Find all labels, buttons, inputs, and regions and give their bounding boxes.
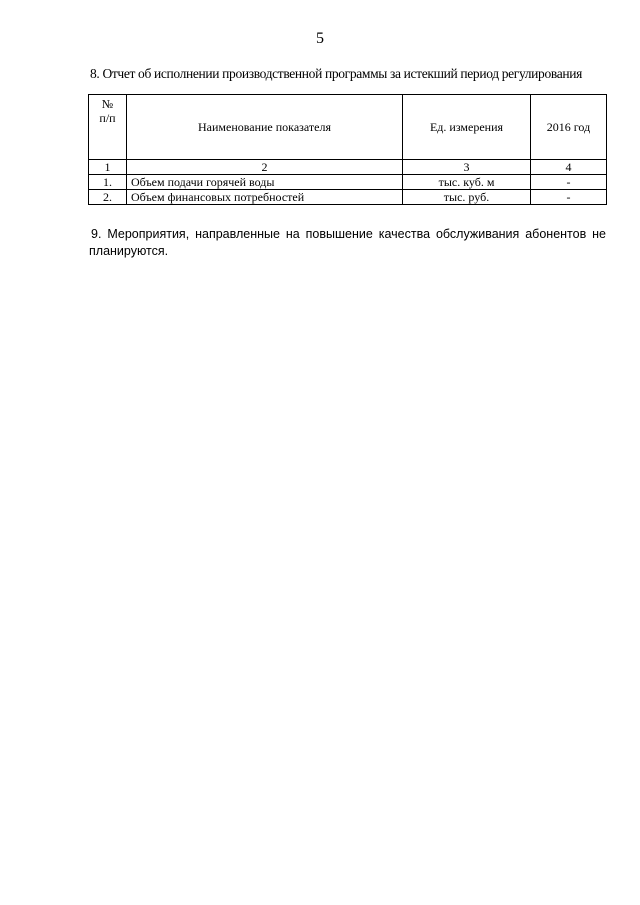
- row-value: -: [531, 175, 607, 190]
- row-value: -: [531, 190, 607, 205]
- header-indicator-name: Наименование показателя: [127, 95, 403, 160]
- section-title: 8. Отчет об исполнении производственной программы за истекший период регулирования: [90, 66, 582, 81]
- row-unit: тыс. руб.: [403, 190, 531, 205]
- page-number: 5: [316, 30, 324, 47]
- table-row: [89, 190, 607, 205]
- index-cell: 1: [89, 160, 127, 175]
- row-unit: тыс. куб. м: [403, 175, 531, 190]
- report-table: [88, 94, 607, 205]
- header-number: [89, 95, 127, 160]
- header-number-symbol: №: [101, 97, 114, 111]
- index-cell: 4: [531, 160, 607, 175]
- row-indicator-name: Объем финансовых потребностей: [127, 190, 403, 205]
- row-number: 2.: [89, 190, 127, 205]
- header-unit: Ед. измерения: [403, 95, 531, 160]
- table-header-row: [89, 95, 607, 160]
- row-number: 1.: [89, 175, 127, 190]
- header-number-abbr: п/п: [99, 111, 116, 125]
- header-year: 2016 год: [531, 95, 607, 160]
- index-cell: 2: [127, 160, 403, 175]
- table-index-row: [89, 160, 607, 175]
- index-cell: 3: [403, 160, 531, 175]
- table-row: [89, 175, 607, 190]
- row-indicator-name: Объем подачи горячей воды: [127, 175, 403, 190]
- section-9-paragraph: 9. Мероприятия, направленные на повышение качества обслуживания абонентов не планируются.: [89, 227, 606, 258]
